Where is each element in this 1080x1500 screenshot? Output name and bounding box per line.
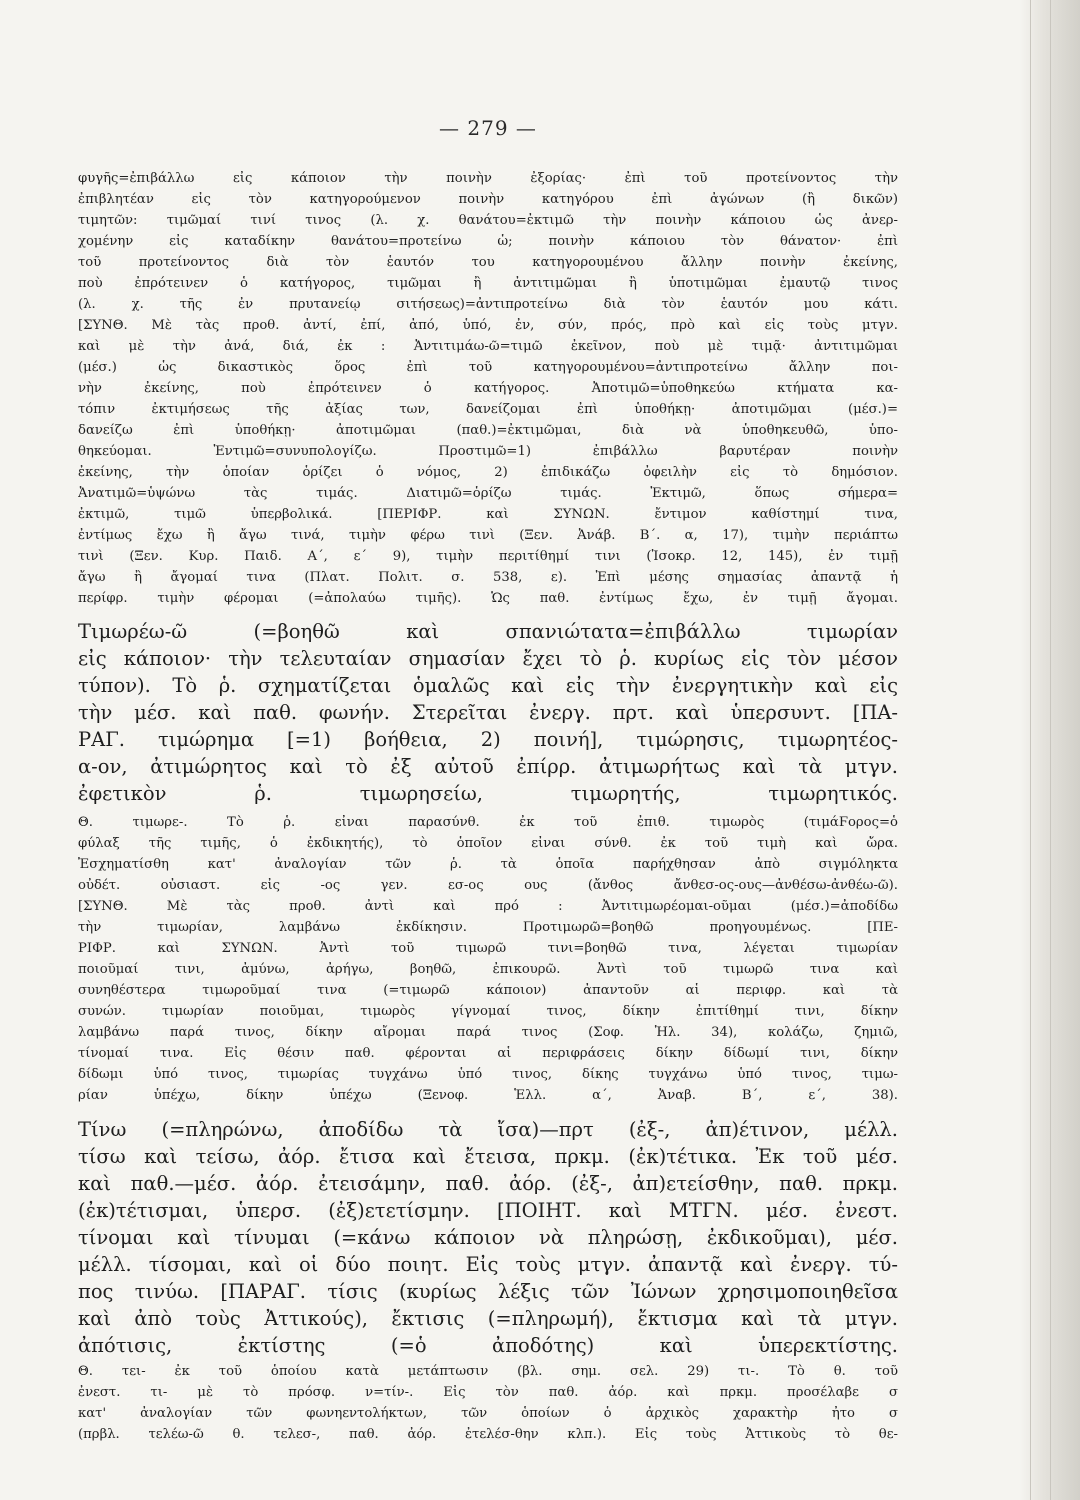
note-line: ποιοῦμαί τινι, ἀμύνω, ἀρήγω, βοηθῶ, ἐπικουρῶ. Ἀντὶ τοῦ τιμωρῶ τινα καὶ: [78, 962, 898, 977]
text-line: ΡΑΓ. τιμώρημα [=1) βοήθεια, 2) ποινή], τιμώρησις, τιμωρητέος-: [78, 728, 898, 751]
page-number: — 279 —: [439, 116, 537, 140]
note-line: ρίαν ὑπέχω, δίκην ὑπέχω (Ξενοφ. Ἑλλ. α΄, Ἀναβ. Β΄, ε΄, 38).: [78, 1088, 898, 1103]
text-line: ἐκτιμῶ, τιμῶ ὑπερβολικά. [ΠΕΡΙΦΡ. καὶ ΣΥΝΩΝ. ἔντιμον καθίστημί τινα,: [78, 507, 898, 522]
text-line: ἀπότισις, ἐκτίστης (=ὁ ἀποδότης) καὶ ὑπερεκτίστης.: [78, 1334, 898, 1357]
text-line: τίσω καὶ τείσω, ἀόρ. ἔτισα καὶ ἔτεισα, πρκμ. (ἐκ)τέτικα. Ἐκ τοῦ μέσ.: [78, 1145, 898, 1168]
text-line: περίφρ. τιμὴν φέρομαι (=ἀπολαύω τιμῆς). Ὡς παθ. ἐντίμως ἔχω, ἐν τιμῇ ἄγομαι.: [78, 591, 898, 606]
text-line: ἐντίμως ἔχω ἢ ἄγω τινά, τιμὴν φέρω τινὶ (Ξεν. Ἀνάβ. Β΄. α, 17), τιμὴν περιάπτω: [78, 528, 898, 543]
note-line: ἐνεστ. τι- μὲ τὸ πρόσφ. ν=τίν-. Εἰς τὸν παθ. ἀόρ. καὶ πρκμ. προσέλαβε σ: [78, 1385, 898, 1400]
text-line: ποὺ ἐπρότεινεν ὁ κατήγορος, τιμῶμαι ἢ ἀντιτιμῶμαι ἢ ὑποτιμῶμαι ἐμαυτῷ τινος: [78, 276, 898, 291]
note-line: (πρβλ. τελέω-ῶ θ. τελεσ-, παθ. ἀόρ. ἐτελέσ-θην κλπ.). Εἰς τοὺς Ἀττικοὺς τὸ θε-: [78, 1427, 898, 1442]
note-line: Θ. τιμωρε-. Τὸ ῥ. εἶναι παρασύνθ. ἐκ τοῦ ἐπιθ. τιμωρὸς (τιμάϜορος=ὁ: [78, 815, 898, 830]
text-line: εἰς κάποιον· τὴν τελευταίαν σημασίαν ἔχει τὸ ῥ. κυρίως εἰς τὸν μέσον: [78, 647, 898, 670]
text-line: νὴν ἐκείνης, ποὺ ἐπρότεινεν ὁ κατήγορος. Ἀποτιμῶ=ὑποθηκεύω κτήματα κα-: [78, 381, 898, 396]
text-line: ἐφετικὸν ῥ. τιμωρησείω, τιμωρητής, τιμωρητικός.: [78, 782, 898, 805]
note-line: λαμβάνω παρά τινος, δίκην αἴρομαι παρά τινος (Σοφ. Ἠλ. 34), κολάζω, ζημιῶ,: [78, 1025, 898, 1040]
note-line: Θ. τει- ἐκ τοῦ ὁποίου κατὰ μετάπτωσιν (βλ. σημ. σελ. 29) τι-. Τὸ θ. τοῦ: [78, 1364, 898, 1379]
text-line: τὴν μέσ. καὶ παθ. φωνήν. Στερεῖται ἐνεργ. πρτ. καὶ ὑπερσυντ. [ΠΑ-: [78, 701, 898, 724]
text-line: (λ. χ. τῆς ἐν πρυτανείῳ σιτήσεως)=ἀντιπροτείνω διὰ τὸν ἑαυτόν μου κάτι.: [78, 297, 898, 312]
text-line: καὶ ἀπὸ τοὺς Ἀττικούς), ἔκτισις (=πληρωμή), ἔκτισμα καὶ τὰ μτγν.: [78, 1307, 898, 1330]
text-line: (ἐκ)τέτισμαι, ὑπερσ. (ἐξ)ετετίσμην. [ΠΟΙΗΤ. καὶ ΜΤΓΝ. μέσ. ἐνεστ.: [78, 1199, 898, 1222]
note-line: κατ' ἀναλογίαν τῶν φωνηεντολήκτων, τῶν ὁποίων ὁ ἀρχικὸς χαρακτὴρ ἦτο σ: [78, 1406, 898, 1421]
text-line: τίνομαι καὶ τίνυμαι (=κάνω κάποιον νὰ πληρώσῃ, ἐκδικοῦμαι), μέσ.: [78, 1226, 898, 1249]
entry-heading-line: Τιμωρέω-ῶ (=βοηθῶ καὶ σπανιώτατα=ἐπιβάλλω τιμωρίαν: [78, 620, 898, 643]
text-line: τοῦ προτείνοντος διὰ τὸν ἑαυτόν του κατηγορουμένου ἄλλην ποινὴν ἐκείνης,: [78, 255, 898, 270]
note-line: Ἐσχηματίσθη κατ' ἀναλογίαν τῶν ῥ. τὰ ὁποῖα παρήχθησαν ἀπὸ σιγμόληκτα: [78, 857, 898, 872]
note-line: τίνομαί τινα. Εἰς θέσιν παθ. φέρονται αἱ περιφράσεις δίκην δίδωμί τινι, δίκην: [78, 1046, 898, 1061]
text-line: τιμητῶν: τιμῶμαί τινί τινος (λ. χ. θανάτου=ἐκτιμῶ τὴν ποινὴν κάποιου ὡς ἀνερ-: [78, 213, 898, 228]
text-line: α-ον, ἀτιμώρητος καὶ τὸ ἐξ αὐτοῦ ἐπίρρ. ἀτιμωρήτως καὶ τὰ μτγν.: [78, 755, 898, 778]
text-line: μέλλ. τίσομαι, καὶ οἱ δύο ποιητ. Εἰς τοὺς μτγν. ἀπαντᾷ καὶ ἐνεργ. τύ-: [78, 1253, 898, 1276]
note-line: συνηθέστερα τιμωροῦμαί τινα (=τιμωρῶ κάποιον) ἀπαντοῦν αἱ περιφρ. καὶ τὰ: [78, 983, 898, 998]
note-line: δίδωμι ὑπό τινος, τιμωρίας τυγχάνω ὑπό τινος, δίκης τυγχάνω ὑπό τινος, τιμω-: [78, 1067, 898, 1082]
note-line: ΡΙΦΡ. καὶ ΣΥΝΩΝ. Ἀντὶ τοῦ τιμωρῶ τινι=βοηθῶ τινα, λέγεται τιμωρίαν: [78, 941, 898, 956]
note-line: οὐδέτ. οὐσιαστ. εἰς -ος γεν. εσ-ος ους (ἄνθος ἄνθεσ-ος-ους—ἀνθέσω-ἀνθέω-ῶ).: [78, 878, 898, 893]
note-line: φύλαξ τῆς τιμῆς, ὁ ἐκδικητής), τὸ ὁποῖον εἶναι σύνθ. ἐκ τοῦ τιμὴ καὶ ὤρα.: [78, 836, 898, 851]
text-line: ἐκείνης, τὴν ὁποίαν ὁρίζει ὁ νόμος, 2) ἐπιδικάζω ὀφειλὴν εἰς τὸ δημόσιον.: [78, 465, 898, 480]
page-edge-line: [1050, 0, 1051, 1500]
text-line: θηκεύομαι. Ἐντιμῶ=συνυπολογίζω. Προστιμῶ=1) ἐπιβάλλω βαρυτέραν ποινὴν: [78, 444, 898, 459]
entry-heading-line: Τίνω (=πληρώνω, ἀποδίδω τὰ ἴσα)—πρτ (ἐξ-, ἀπ)έτινον, μέλλ.: [78, 1118, 898, 1141]
text-line: χομένην εἰς καταδίκην θανάτου=προτείνω ὡ; ποινὴν κάποιου τὸν θάνατον· ἐπὶ: [78, 234, 898, 249]
text-line: τύπον). Τὸ ῥ. σχηματίζεται ὁμαλῶς καὶ εἰς τὴν ἐνεργητικὴν καὶ εἰς: [78, 674, 898, 697]
text-line: [ΣΥΝΘ. Μὲ τὰς προθ. ἀντί, ἐπί, ἀπό, ὑπό, ἐν, σύν, πρός, πρὸ καὶ εἰς τοὺς μτγν.: [78, 318, 898, 333]
page-edge-line: [1030, 0, 1031, 1500]
text-line: Ἀνατιμῶ=ὑψώνω τὰς τιμάς. Διατιμῶ=ὁρίζω τιμάς. Ἐκτιμῶ, ὅπως σήμερα=: [78, 486, 898, 501]
note-line: [ΣΥΝΘ. Μὲ τὰς προθ. ἀντὶ καὶ πρό : Ἀντιτιμωρέομαι-οῦμαι (μέσ.)=ἀποδίδω: [78, 899, 898, 914]
text-line: φυγῆς=ἐπιβάλλω εἰς κάποιον τὴν ποινὴν ἐξορίας· ἐπὶ τοῦ προτείνοντος τὴν: [78, 171, 898, 186]
text-line: καὶ μὲ τὴν ἀνά, διά, ἐκ : Ἀντιτιμάω-ῶ=τιμῶ ἐκεῖνον, ποὺ μὲ τιμᾷ· ἀντιτιμῶμαι: [78, 339, 898, 354]
text-line: πος τινύω. [ΠΑΡΑΓ. τίσις (κυρίως λέξις τῶν Ἰώνων χρησιμοποιηθεῖσα: [78, 1280, 898, 1303]
text-line: τόπιν ἐκτιμήσεως τῆς ἀξίας των, δανείζομαι ἐπὶ ὑποθήκῃ· ἀποτιμῶμαι (μέσ.)=: [78, 402, 898, 417]
text-line: ἐπιβλητέαν εἰς τὸν κατηγορούμενον ποινὴν κατηγόρου ἐπὶ ἀγώνων (ἢ δικῶν): [78, 192, 898, 207]
text-line: ἄγω ἢ ἄγομαί τινα (Πλατ. Πολιτ. σ. 538, ε). Ἐπὶ μέσης σημασίας ἀπαντᾷ ἡ: [78, 570, 898, 585]
note-line: συνών. τιμωρίαν ποιοῦμαι, τιμωρὸς γίγνομαί τινος, δίκην ἐπιτίθημί τινι, δίκην: [78, 1004, 898, 1019]
note-line: τὴν τιμωρίαν, λαμβάνω ἐκδίκησιν. Προτιμωρῶ=βοηθῶ προηγουμένως. [ΠΕ-: [78, 920, 898, 935]
text-line: τινὶ (Ξεν. Κυρ. Παιδ. Α΄, ε΄ 9), τιμὴν περιτίθημί τινι (Ἰσοκρ. 12, 145), ἐν τιμῇ: [78, 549, 898, 564]
text-line: δανείζω ἐπὶ ὑποθήκῃ· ἀποτιμῶμαι (παθ.)=ἐκτιμῶμαι, διὰ νὰ ὑποθηκευθῶ, ὑπο-: [78, 423, 898, 438]
text-line: καὶ παθ.—μέσ. ἀόρ. ἐτεισάμην, παθ. ἀόρ. (ἐξ-, ἀπ)ετείσθην, παθ. πρκμ.: [78, 1172, 898, 1195]
text-line: (μέσ.) ὡς δικαστικὸς ὅρος ἐπὶ τοῦ κατηγορουμένου=ἀντιπροτείνω ἄλλην ποι-: [78, 360, 898, 375]
